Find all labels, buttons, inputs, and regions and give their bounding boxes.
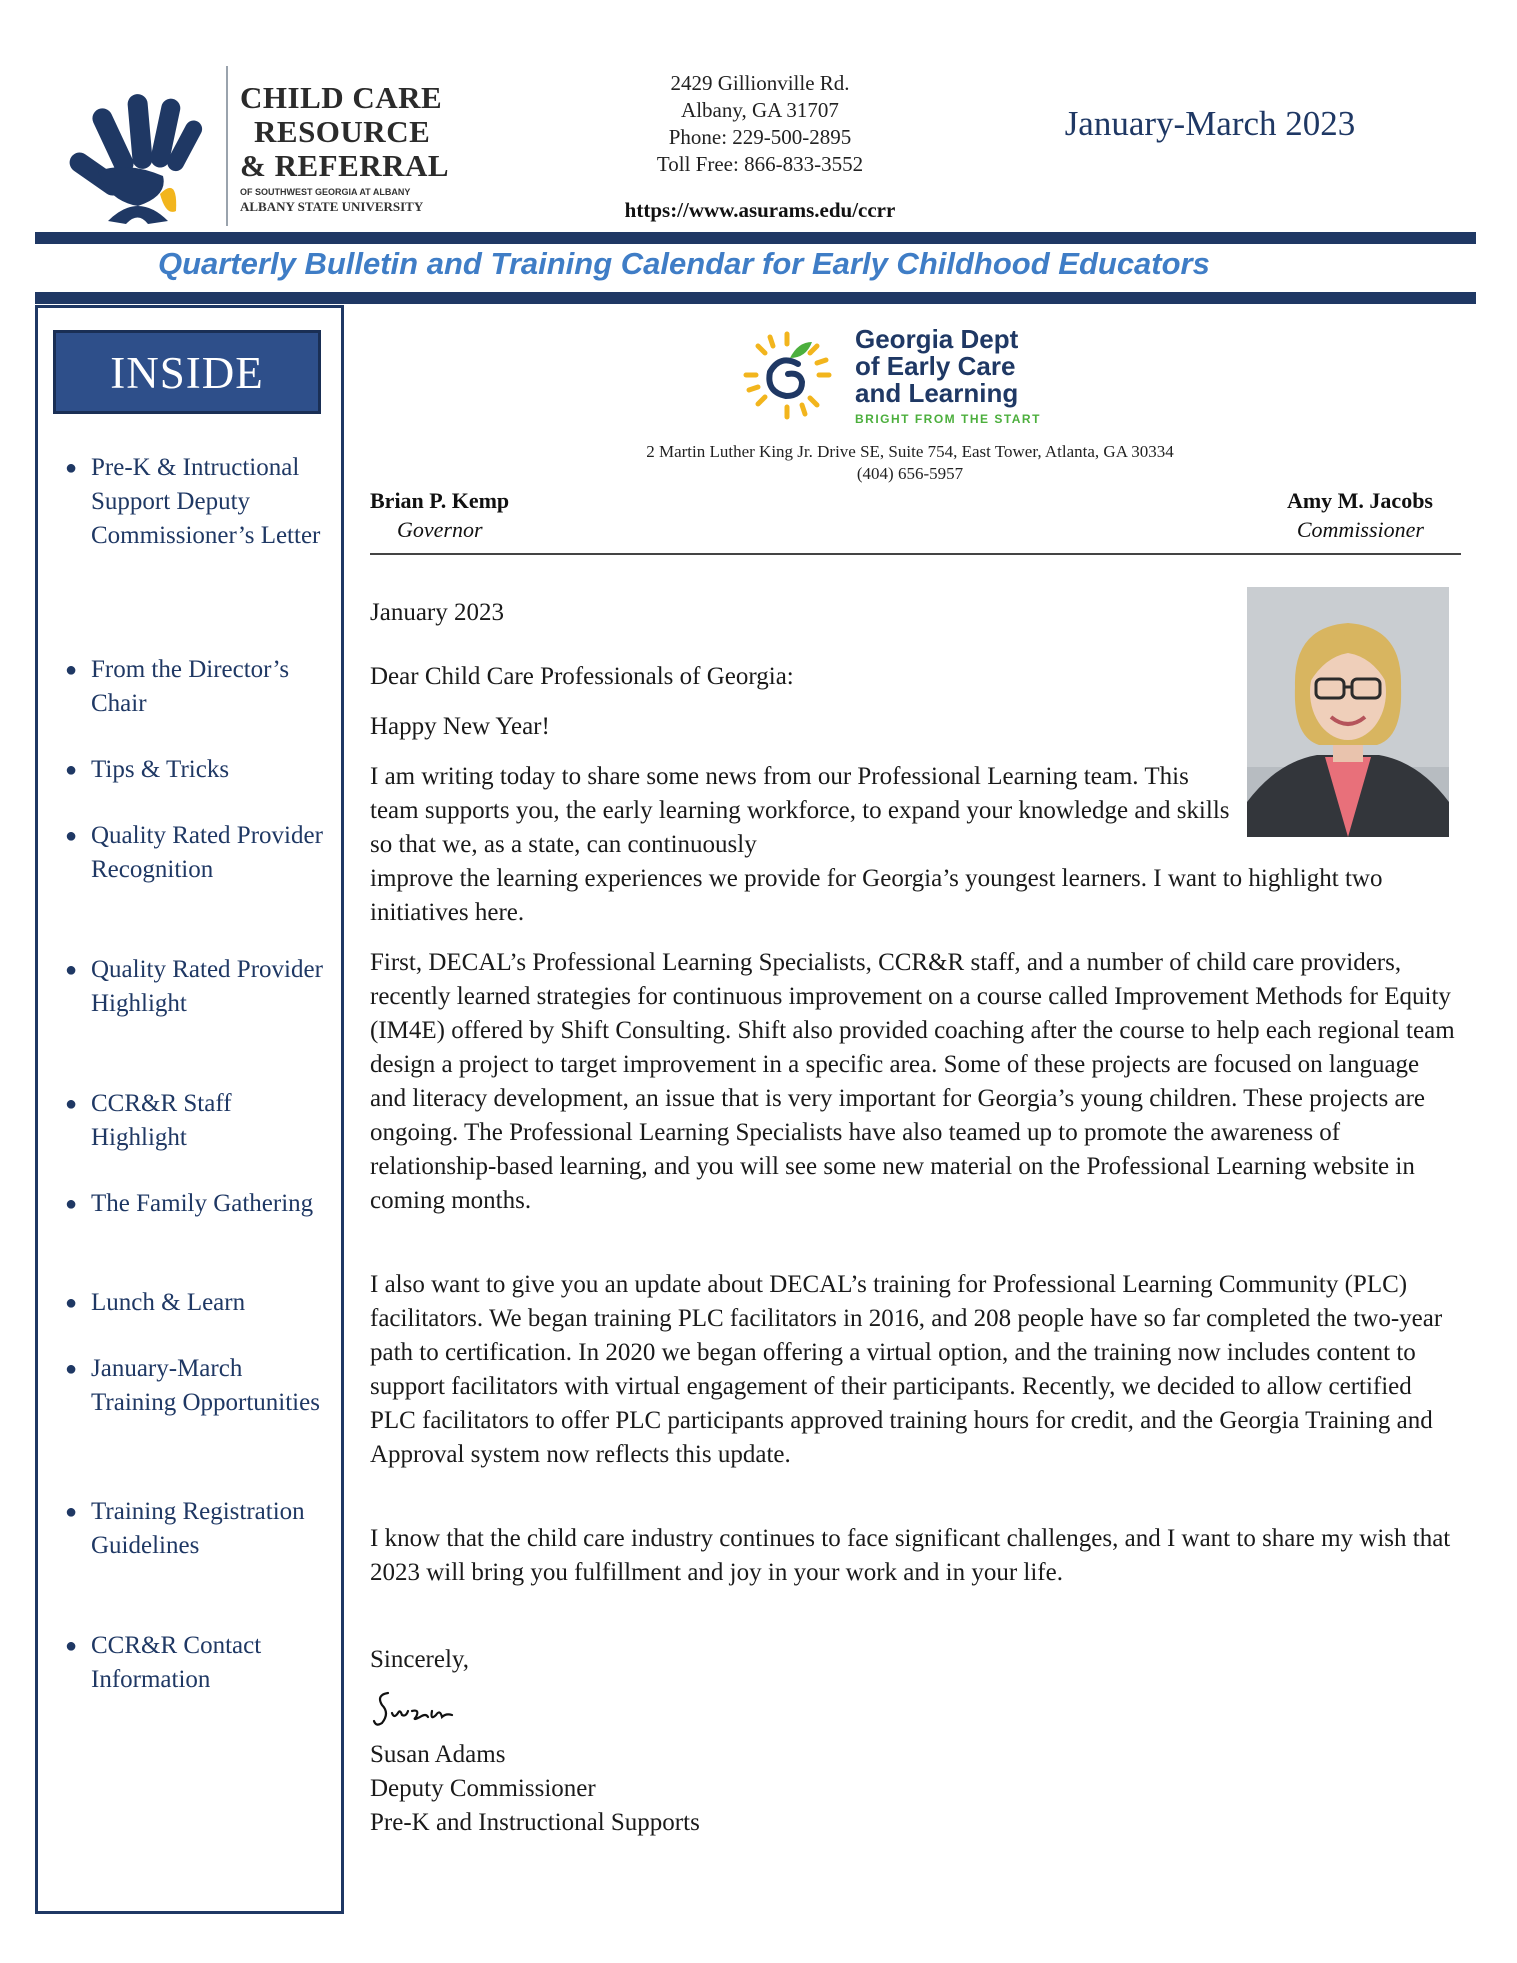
sun-logo-icon xyxy=(740,328,835,423)
phone-number: Phone: 229-500-2895 xyxy=(668,125,852,149)
bullet-icon: ● xyxy=(65,457,78,479)
bullet-icon: ● xyxy=(65,825,78,847)
inside-sidebar xyxy=(35,305,344,1914)
header-rule-bottom xyxy=(35,292,1476,304)
decal-name-line-2: of Early Care xyxy=(855,351,1016,381)
letter-date: January 2023 xyxy=(370,599,504,626)
street-address: 2429 Gillionville Rd. xyxy=(670,71,850,95)
handwritten-signature xyxy=(372,1683,472,1733)
toc-item-family-gathering[interactable] xyxy=(60,1187,330,1221)
toll-free-number: Toll Free: 866-833-3552 xyxy=(656,152,864,176)
letter-paragraph-1-end: improve the learning experiences we provide for Georgia’s youngest learners. I want to highlight two initiatives here. xyxy=(370,865,1383,926)
signer-name: Susan Adams xyxy=(370,1741,506,1768)
toc-item-training-opportunities[interactable] xyxy=(60,1352,330,1420)
toc-item-deputy-letter[interactable] xyxy=(60,451,330,553)
toc-item-label: Quality Rated Provider Recognition xyxy=(91,822,323,883)
ccrr-address xyxy=(580,70,940,178)
inside-heading: INSIDE xyxy=(53,330,321,414)
toc-item-label: Tips & Tricks xyxy=(91,756,230,783)
decal-name-line-3: and Learning xyxy=(855,378,1019,408)
commissioner-name: Amy M. Jacobs xyxy=(1286,488,1433,513)
toc-item-lunch-learn[interactable] xyxy=(60,1286,330,1320)
toc-item-label: Quality Rated Provider Highlight xyxy=(91,956,323,1017)
city-state-zip: Albany, GA 31707 xyxy=(681,98,839,122)
decal-phone: (404) 656-5957 xyxy=(856,464,964,483)
logo-text-line-2: RESOURCE xyxy=(254,114,431,149)
decal-address xyxy=(570,441,1250,485)
signer-title: Deputy Commissioner xyxy=(370,1775,596,1802)
bullet-icon: ● xyxy=(65,1193,78,1215)
toc-item-tips-tricks[interactable] xyxy=(60,753,330,787)
governor-name: Brian P. Kemp xyxy=(370,488,510,513)
decal-tagline: BRIGHT FROM THE START xyxy=(855,412,1041,426)
header-rule-top xyxy=(35,232,1476,244)
letter-paragraph-4: I know that the child care industry continues to face significant challenges, and I want to share my wish that 2023 will bring you fulfillment and joy in your work and in your life. xyxy=(370,1525,1451,1586)
letter-salutation: Dear Child Care Professionals of Georgia: xyxy=(370,663,794,690)
letter-closing: Sincerely, xyxy=(370,1646,470,1673)
logo-subtext-2: ALBANY STATE UNIVERSITY xyxy=(240,199,424,214)
bullet-icon: ● xyxy=(65,1093,78,1115)
toc-item-label: CCR&R Staff Highlight xyxy=(91,1090,232,1151)
hand-logo-icon xyxy=(68,66,218,231)
toc-item-directors-chair[interactable] xyxy=(60,653,330,721)
toc-item-label: Lunch & Learn xyxy=(91,1289,246,1316)
decal-street-address: 2 Martin Luther King Jr. Drive SE, Suite 754, East Tower, Atlanta, GA 30334 xyxy=(646,442,1174,461)
bullet-icon: ● xyxy=(65,1635,78,1657)
letter-paragraph-2: First, DECAL’s Professional Learning Specialists, CCR&R staff, and a number of child care providers, recently learned strategies for continuous improvement on a course called Improvement Methods for Equity (IM4E) offered by Shift Consulting. Shift also provided coaching after the course to help each regional team design a project to target improvement in a specific area. Some of these projects are focused on language and literacy development, an issue that is very important for Georgia’s young children. These projects are ongoing. The Professional Learning Specialists have also teamed up to promote the awareness of relationship-based learning, and you will see some new material on the Professional Learning website in coming months. xyxy=(370,949,1455,1214)
toc-item-contact-info[interactable] xyxy=(60,1629,330,1697)
decal-name xyxy=(855,326,1018,407)
bullet-icon: ● xyxy=(65,959,78,981)
toc-item-staff-highlight[interactable] xyxy=(60,1087,330,1155)
toc-item-label: Pre-K & Intructional Support Deputy Commissioner’s Letter xyxy=(91,454,321,549)
portrait-image xyxy=(1247,587,1449,837)
ccrr-logo xyxy=(68,66,458,231)
toc-item-qr-highlight[interactable] xyxy=(60,953,330,1021)
toc-item-label: CCR&R Contact Information xyxy=(91,1632,262,1693)
logo-text-line-1: CHILD CARE xyxy=(240,80,443,115)
issue-date-range: January-March 2023 xyxy=(1064,104,1356,143)
logo-divider xyxy=(226,66,228,226)
logo-subtext-1: OF SOUTHWEST GEORGIA AT ALBANY xyxy=(240,187,411,197)
website-link[interactable]: https://www.asurams.edu/ccrr xyxy=(624,198,896,222)
signer-department: Pre-K and Instructional Supports xyxy=(370,1809,700,1836)
toc-item-registration-guidelines[interactable] xyxy=(60,1495,330,1563)
bulletin-title: Quarterly Bulletin and Training Calendar for Early Childhood Educators xyxy=(158,246,1210,281)
governor-title: Governor xyxy=(397,517,483,542)
letter-paragraph-1-start: I am writing today to share some news from our Professional Learning team. This team supports you, the early learning workforce, to expand your knowledge and skills so that we, as a state, can continuously xyxy=(370,763,1230,858)
bullet-icon: ● xyxy=(65,1292,78,1314)
toc-item-label: From the Director’s Chair xyxy=(91,656,290,717)
decal-logo xyxy=(740,320,1060,432)
officials-divider xyxy=(370,553,1461,555)
bullet-icon: ● xyxy=(65,1501,78,1523)
toc-item-qr-recognition[interactable] xyxy=(60,819,330,887)
letter-paragraph-3: I also want to give you an update about DECAL’s training for Professional Learning Community (PLC) facilitators. We began training PLC facilitators in 2016, and 208 people have so far completed the two-year path to certification. In 2020 we began offering a virtual option, and the training now includes content to support facilitators with virtual engagement of their participants. Recently, we decided to allow certified PLC facilitators to offer PLC participants approved training hours for credit, and the Georgia Training and Approval system now reflects this update. xyxy=(370,1271,1443,1468)
toc-item-label: January-March Training Opportunities xyxy=(91,1355,320,1416)
bullet-icon: ● xyxy=(65,1358,78,1380)
decal-name-line-1: Georgia Dept xyxy=(855,324,1019,354)
bullet-icon: ● xyxy=(65,659,78,681)
toc-item-label: Training Registration Guidelines xyxy=(91,1498,305,1559)
toc-item-label: The Family Gathering xyxy=(91,1190,314,1217)
commissioner-title: Commissioner xyxy=(1296,517,1424,542)
letter-greeting: Happy New Year! xyxy=(370,713,550,740)
bullet-icon: ● xyxy=(65,759,78,781)
logo-text-line-3: & REFERRAL xyxy=(240,148,450,183)
author-portrait xyxy=(1247,587,1449,837)
